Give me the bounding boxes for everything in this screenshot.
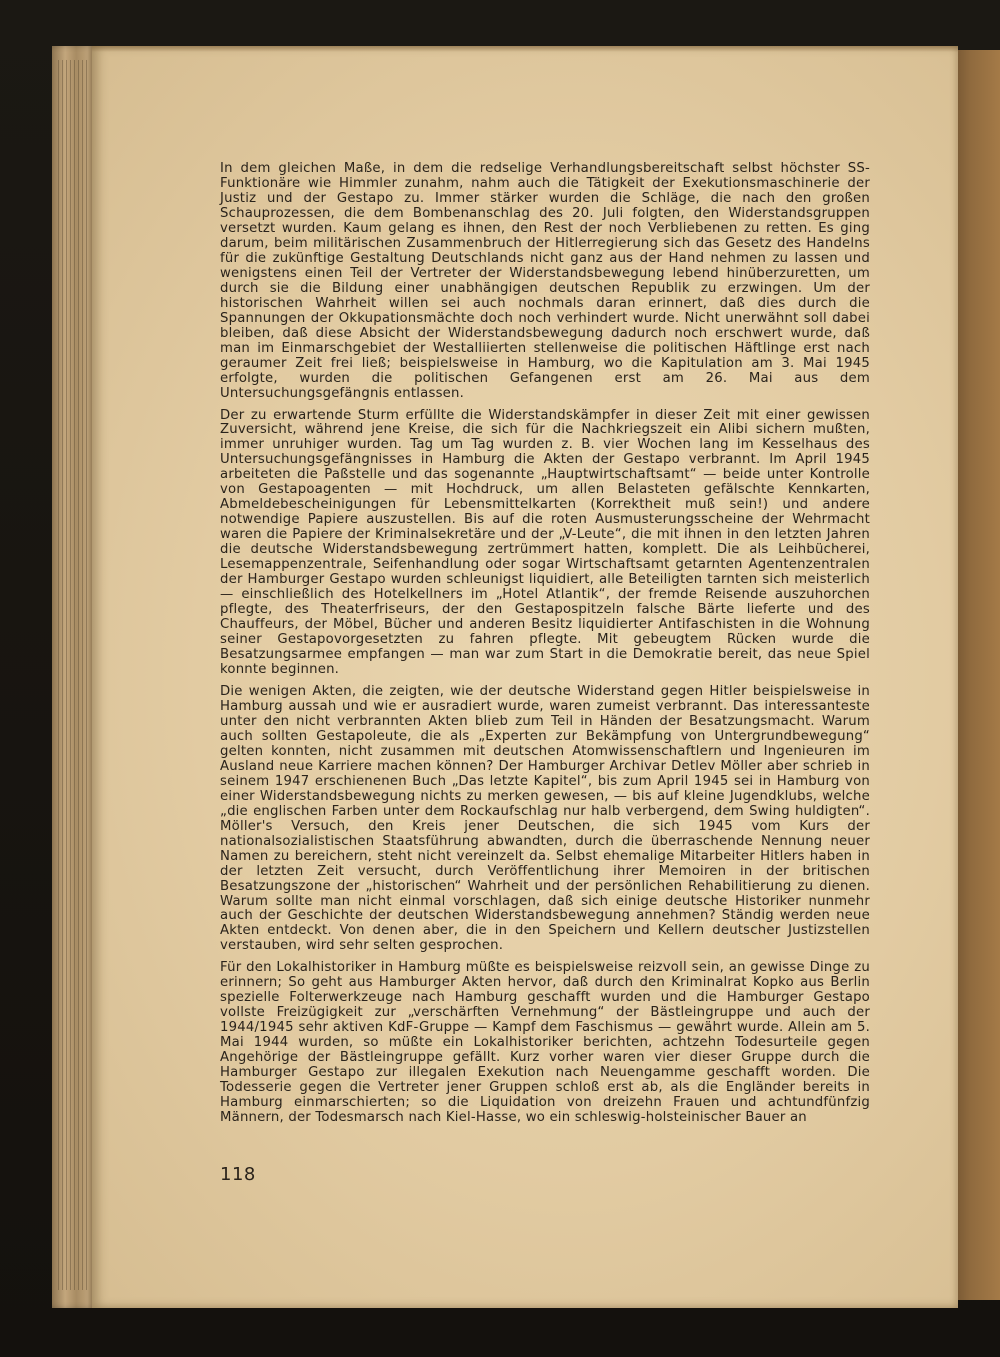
paragraph: Der zu erwartende Sturm erfüllte die Widerstandskämpfer in dieser Zeit mit einer gewissen Zuversicht, während jene Kreise, die sich für die Nachkriegszeit ein Alibi sichern mußten, immer unruhiger wurden. Tag um Tag wurden z. B. vier Wochen lang im Kesselhaus des Untersuchungsgefängnisses in Hamburg die Akten der Gestapo verbrannt. Im April 1945 arbeiteten die Paßstelle und das sogenannte „Hauptwirtschaftsamt“ — beide unter Kontrolle von Gestapoagenten — mit Hochdruck, um allen Belasteten gefälschte Kennkarten, Abmeldebescheinigungen für Lebensmittelkarten (Korrektheit muß sein!) und andere notwendige Papiere auszustellen. Bis auf die roten Ausmusterungsscheine der Wehrmacht waren die Papiere der Kriminalsekretäre und der „V-Leute“, die mit ihnen in den letzten Jahren die deutsche Widerstandsbewegung zertrümmert hatten, komplett. Die als Leihbücherei, Lesemappenzentrale, Seifenhandlung oder sogar Wirtschaftsamt getarnten Agentenzentralen der Hamburger Gestapo wurden schleunigst liquidiert, alle Beteiligten tarnten sich meisterlich — einschließlich des Hotelkellners im „Hotel Atlantik“, der fremde Reisende auszuhorchen pflegte, des Theaterfriseurs, der den Gestapospitzeln falsche Bärte lieferte und des Chauffeurs, der Möbel, Bücher und anderen Besitz liquidierter Antifaschisten in die Wohnung seiner Gestapovorgesetzten zu fahren pflegte. Mit gebeugtem Rücken wurde die Besatzungsarmee empfangen — man war zum Start in die Demokratie bereit, das neue Spiel konnte beginnen.: [220, 407, 870, 677]
page-top-edge: [92, 46, 958, 52]
page-number: 118: [220, 1164, 256, 1185]
paragraph: Für den Lokalhistoriker in Hamburg müßte es beispielsweise reizvoll sein, an gewisse Dinge zu erinnern; So geht aus Hamburger Akten hervor, daß durch den Kriminalrat Kopko aus Berlin spezielle Folterwerkzeuge nach Hamburg geschafft wurden und die Hamburger Gestapo vollste Freizügigkeit zur „verschärften Vernehmung“ der Bästleingruppe und auch der 1944/1945 sehr aktiven KdF-Gruppe — Kampf dem Faschismus — gewährt wurde. Allein am 5. Mai 1944 wurden, so müßte ein Lokalhistoriker berichten, achtzehn Todesurteile gegen Angehörige der Bästleingruppe gefällt. Kurz vorher waren vier dieser Gruppe durch die Hamburger Gestapo zur illegalen Exekution nach Neuengamme geschafft worden. Die Todesserie gegen die Vertreter jener Gruppen schloß erst ab, als die Engländer bereits in Hamburg einmarschierten; so die Liquidation von dreizehn Frauen und achtundfünfzig Männern, der Todesmarsch nach Kiel-Hasse, wo ein schleswig-holsteinischer Bauer an: [220, 960, 870, 1126]
spine-page-edges: [58, 60, 88, 1290]
paragraph: Die wenigen Akten, die zeigten, wie der deutsche Widerstand gegen Hitler beispielsweise in Hamburg aussah und wie er ausradiert wurde, waren zumeist verbrannt. Das interessanteste unter den nicht verbrannten Akten blieb zum Teil in Händen der Besatzungsmacht. Warum auch sollten Gestapoleute, die als „Experten zur Bekämpfung von Untergrundbewegung“ gelten konnten, nicht zusammen mit deutschen Atomwissenschaftlern und Ingenieuren im Ausland neue Karriere machen können? Der Hamburger Archivar Detlev Möller aber schrieb in seinem 1947 erschienenen Buch „Das letzte Kapitel“, bis zum April 1945 sei in Hamburg von einer Widerstandsbewegung nichts zu merken gewesen, — bis auf kleine Jugendklubs, welche „die englischen Farben unter dem Rockaufschlag nur halb verbergend, dem Swing huldigten“. Möller's Versuch, den Kreis jener Deutschen, die sich 1945 vom Kurs der nationalsozialistischen Staatsführung abwandten, durch die überraschende Nennung neuer Namen zu bereichern, steht nicht vereinzelt da. Selbst ehemalige Mitarbeiter Hitlers haben in der letzten Zeit versucht, durch Veröffentlichung ihrer Memoiren in der britischen Besatzungszone der „historischen“ Wahrheit und der persönlichen Rehabilitierung zu dienen. Warum sollte man nicht einmal vorschlagen, daß sich einige deutsche Historiker nunmehr auch der Geschichte der deutschen Widerstandsbewegung annehmen? Ständig werden neue Akten entdeckt. Von denen aber, die in den Speichern und Kellern deutscher Justizstellen verstauben, wird sehr selten gesprochen.: [220, 683, 870, 954]
paragraph: In dem gleichen Maße, in dem die redselige Verhandlungsbereitschaft selbst höchster SS-Funktionäre wie Himmler zunahm, nahm auch die Tätigkeit der Exekutionsmaschinerie der Justiz und der Gestapo zu. Immer stärker wurden die Schläge, die nach den großen Schauprozessen, die dem Bombenanschlag des 20. Juli folgten, den Widerstandsgruppen versetzt wurden. Kaum gelang es ihnen, den Rest der noch Verbliebenen zu retten. Es ging darum, beim militärischen Zusammenbruch der Hitlerregierung sich das Gesetz des Handelns für die zukünftige Gestaltung Deutschlands nicht ganz aus der Hand nehmen zu lassen und wenigstens einen Teil der Vertreter der Widerstandsbewegung lebend hinüberzuretten, um durch sie die Bildung einer unabhängigen deutschen Republik zu erzwingen. Um der historischen Wahrheit willen sei auch nochmals daran erinnert, daß dies durch die Spannungen der Okkupationsmächte doch noch verhindert wurde. Nicht unerwähnt soll dabei bleiben, daß diese Absicht der Widerstandsbewegung dadurch noch erschwert wurde, daß man im Einmarschgebiet der Westalliierten stellenweise die politischen Häftlinge erst nach geraumer Zeit frei ließ; beispielsweise in Hamburg, wo die Kapitulation am 3. Mai 1945 erfolgte, wurden die politischen Gefangenen erst am 26. Mai aus dem Untersuchungsgefängnis entlassen.: [220, 161, 870, 401]
body-text: [220, 162, 870, 1133]
